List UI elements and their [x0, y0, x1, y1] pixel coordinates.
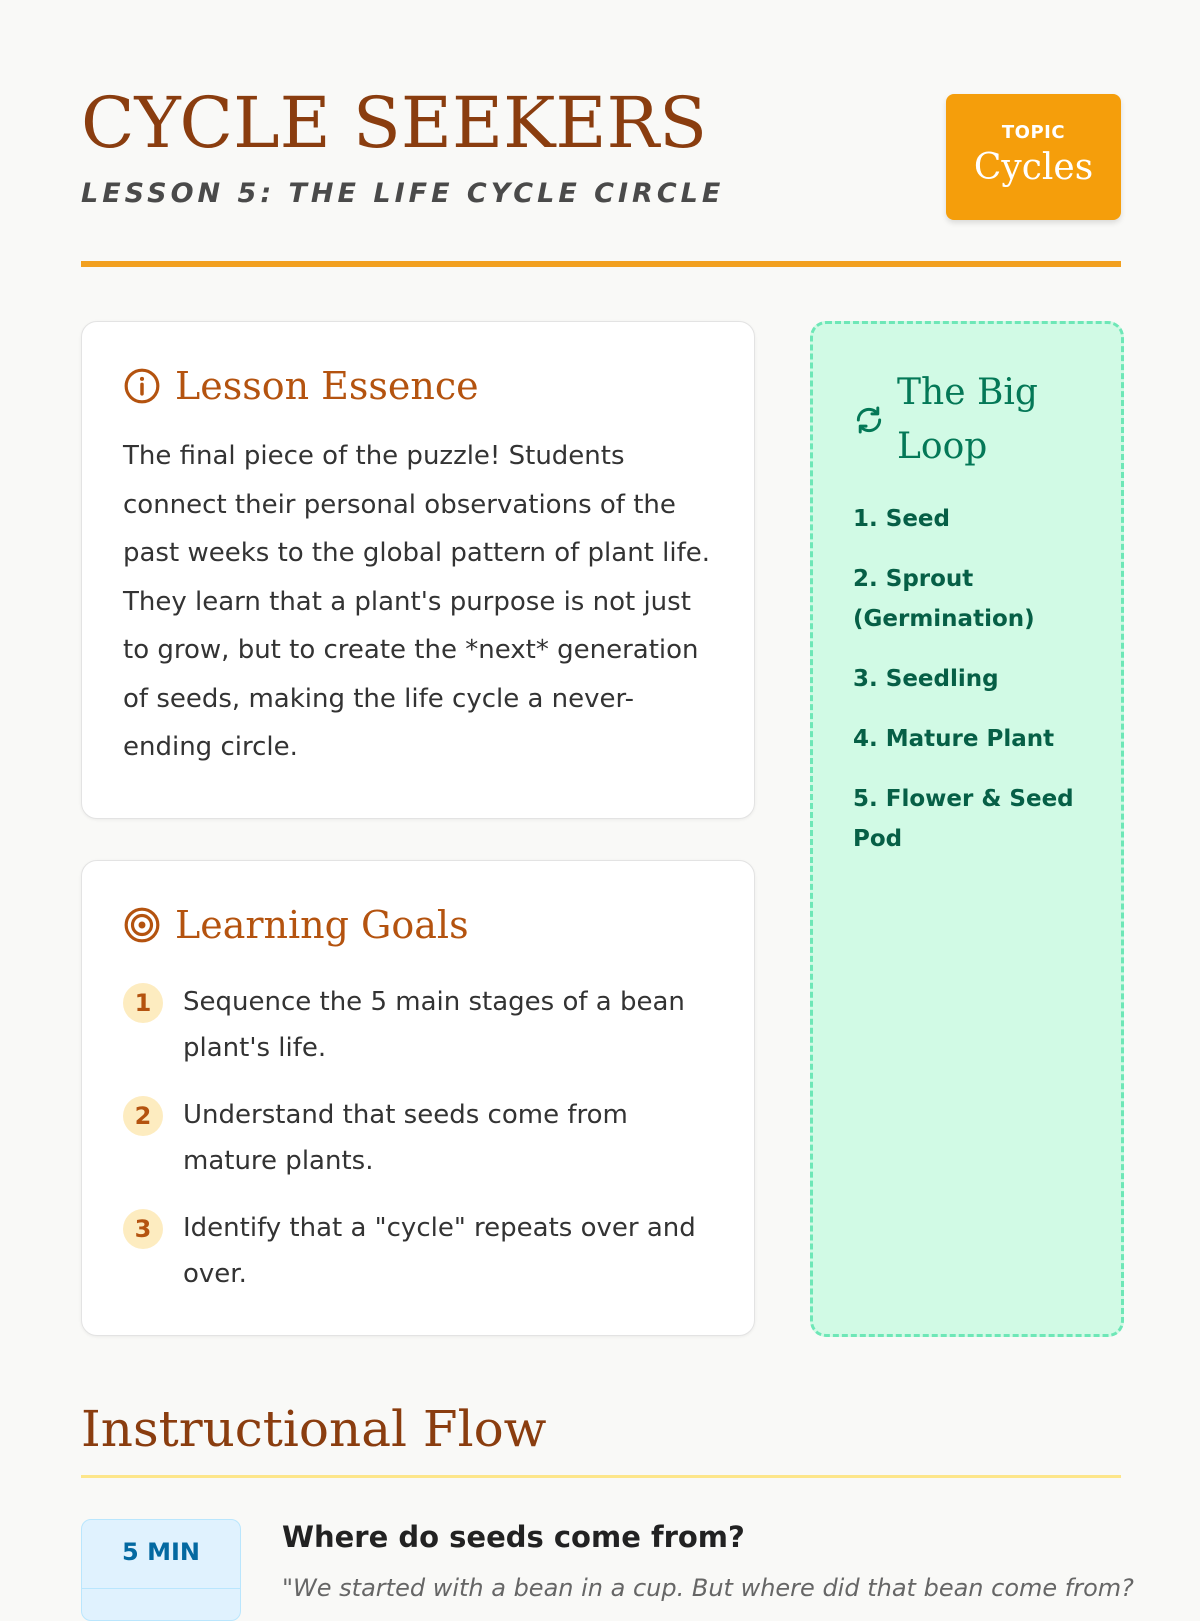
time-badge-divider [82, 1588, 240, 1589]
lesson-essence-text: The final piece of the puzzle! Students connect their personal observations of the past weeks to the global pattern of plant life. They learn that a plant's purpose is not just to grow, but to create the *next* generation of seeds, making the life cycle a never-ending circle. [123, 441, 711, 762]
topic-value: Cycles [973, 147, 1094, 188]
header-divider [81, 261, 1121, 267]
step-quote: "We started with a bean in a cup. But where did that bean come from? [282, 1574, 1134, 1602]
lesson-essence-header [123, 364, 479, 408]
stage-item: 5. Flower & Seed Pod [853, 786, 1074, 852]
stage-list [853, 499, 1093, 879]
lesson-essence-heading: Lesson Essence [175, 364, 479, 408]
stage-item: 4. Mature Plant [853, 726, 1055, 752]
time-label: 5 MIN [122, 1538, 200, 1566]
goal-item [123, 979, 723, 1071]
topic-label: TOPIC [1001, 122, 1066, 143]
target-icon [123, 906, 161, 944]
step-title: Where do seeds come from? [282, 1520, 745, 1554]
big-loop-heading: The Big Loop [897, 372, 1038, 467]
instructional-flow-heading: Instructional Flow [81, 1400, 547, 1458]
info-icon [123, 367, 161, 405]
goal-number: 3 [123, 1209, 163, 1249]
learning-goals-header [123, 903, 469, 947]
goal-number: 1 [123, 983, 163, 1023]
goal-text: Sequence the 5 main stages of a bean plant's life. [183, 987, 685, 1063]
stage-item: 3. Seedling [853, 666, 999, 692]
goal-item [123, 1092, 723, 1184]
goal-text: Identify that a "cycle" repeats over and over. [183, 1213, 696, 1289]
flow-divider [81, 1475, 1121, 1478]
time-badge [81, 1519, 241, 1621]
learning-goals-heading: Learning Goals [175, 903, 469, 947]
goal-number: 2 [123, 1096, 163, 1136]
lesson-subtitle: LESSON 5: THE LIFE CYCLE CIRCLE [81, 178, 725, 209]
goal-list [123, 979, 723, 1318]
stage-item: 1. Seed [853, 506, 950, 532]
page-header [81, 78, 1121, 268]
big-loop-header [853, 366, 1097, 474]
goal-text: Understand that seeds come from mature plants. [183, 1100, 628, 1176]
refresh-icon [853, 404, 885, 436]
stage-item: 2. Sprout (Germination) [853, 566, 1035, 632]
learning-goals-card [81, 860, 755, 1336]
topic-badge [946, 94, 1121, 220]
big-loop-panel [810, 321, 1124, 1337]
goal-item [123, 1205, 723, 1297]
page-title: CYCLE SEEKERS [81, 82, 708, 164]
lesson-essence-card [81, 321, 755, 819]
